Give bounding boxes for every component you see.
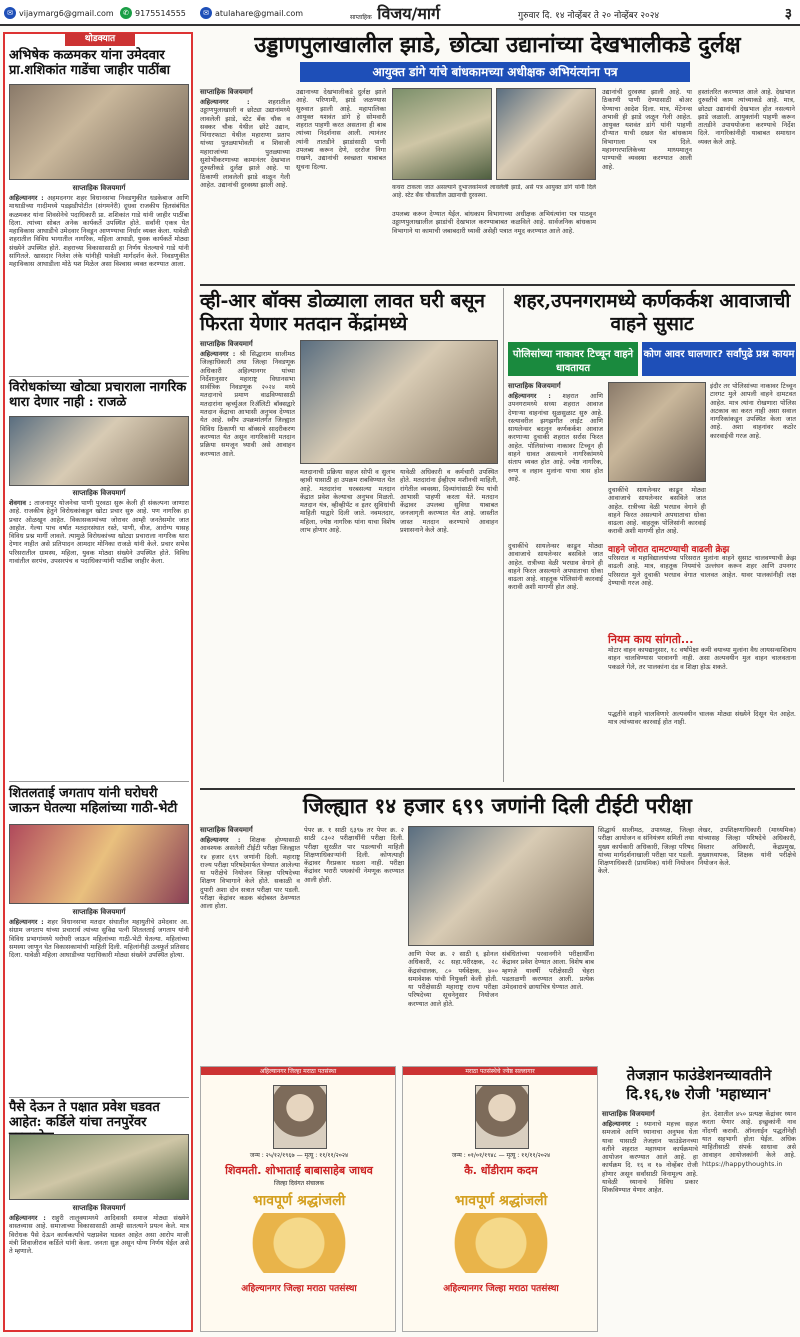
noise-tag-question: कोण आवर घालणार? सर्वांपुढे प्रश्न कायम [642,342,796,376]
story3-body: अहिल्यानगर : शहर विधानसभा मतदार संघातील महायुतीचे उमेदवार आ. संग्राम जगताप यांच्या प्रचारार्थ त्यांच्या सुविद्य पत्नी शितलताई जगताप यांनी विविध प्रभागांमध्ये घरोघरी जाऊन महिलांच्या गाठी-भेटी घेतल्या. महिलांच्या समस्या जाणून घेत विकासकामांची माहिती दिली. महिलांनीही उत्स्फूर्त प्रतिसाद दिला. यावेळी महिला आघाडीच्या पदाधिकारी मोठ्या संख्येने उपस्थित होत्या. [9,918,189,960]
ad-tribute: भावपूर्ण श्रद्धांजली [252,1193,346,1209]
tet-body1: अहिल्यानगर : शिक्षक होण्यासाठी आवश्यक असलेली टीईटी परीक्षा जिल्ह्यात १४ हजार ६९९ जणांनी दिली. महाराष्ट्र राज्य परीक्षा परिषदेमार्फत घेण्यात आलेल्या या परीक्षेचे नियोजन जिल्हा परिषदेच्या शिक्षण विभागाने केले होते. सकाळी व दुपारी अशा दोन सत्रात परीक्षा पार पडली. परीक्षा केंद्रांवर कडक बंदोबस्त ठेवण्यात आला होता. [200,836,300,911]
masthead: साप्ताहिक विजय/मार्ग [349,4,441,23]
obituary-ad-2 [402,1066,598,1332]
story3-photo [9,824,189,904]
divider [9,1097,189,1098]
story2-headline: विरोधकांच्या खोट्या प्रचाराला नागरिक थारा देणार नाही : राजळे [9,380,187,410]
divider [200,284,795,286]
vr-headline: व्ही-आर बॉक्स डोळ्याला लावत घरी बसून फिरता येणार मतदान केंद्रांमध्ये [200,290,485,335]
tet-headline: जिल्ह्यात १४ हजार ६९९ जणांनी दिली टीईटी परीक्षा [303,793,692,818]
tet-body4: संबंधितांच्या परवानगीने परीक्षार्थींना केंद्रावर प्रवेश देण्यात आला. विशेष बाब म्हणजे यावर्षी परीक्षेसाठी चेहरा पडताळणी करण्यात आली. प्रत्येक उमेदवाराचे छायाचित्र घेण्यात आले. [502,950,594,992]
lead-headline: उड्डाणपुलाखालील झाडे, छोट्या उद्यानांच्या देखभालीकडे दुर्लक्ष [254,32,741,58]
email-contact: ✉ vijaymarg6@gmail.com [4,7,114,19]
tej-body1: अहिल्यानगर : ध्यानाचे महत्त्व सहज समजावे आणि ध्यानाचा अनुभव घेता यावा यासाठी तेजज्ञान फाउंडेशनच्या वतीने शहरात महाध्यान कार्यक्रमाचे आयोजन करण्यात आले आहे. हा कार्यक्रम दि. १६ व १७ नोव्हेंबर रोजी होणार असून सर्वांसाठी विनामूल्य आहे. यावेळी ध्यानाचे विविध प्रकार शिकविण्यात येणार आहेत. [602,1120,698,1195]
story3-headline: शितलताई जगताप यांनी घरोघरी जाऊन घेतल्या महिलांच्या गाठी-भेटी [9,786,178,816]
diya-icon [221,1213,377,1273]
lead-col2: उद्यानाच्या देखभालीकडे दुर्लक्ष झाले आहे. परिणामी, झाडे जळण्यास सुरुवात झाली आहे. महापालिका आयुक्त यशवंत डांगे हे सोमवारी शहरात पाहणी करत असताना ही बाब त्यांच्या निदर्शनास आली. त्यानंतर त्यांनी तातडीने झाडांसाठी पाणी उपलब्ध करून देणे, दररोज निगा राखणे, उद्यानांची स्वच्छता याबाबत सूचना दिल्या. [296,88,386,171]
noise-side-body: इंदौर तर पोलिसांच्या नाकावर टिच्चून टारगट मुले आपली वाहने दामटवत आहेत. मात्र त्यांना रोखणारा पोलिस अटकाव का करत नाही असा सवाल नागरिकांकडून उपस्थित केला जात आहे. अशा वाहनांवर कठोर कारवाईची गरज आहे. [710,382,796,440]
vr-byline: साप्ताहिक विजयमार्ग [200,340,253,348]
story3-byline: साप्ताहिक विजयमार्ग [72,908,126,916]
story1-photo [9,84,189,180]
noise-box3-body: पद्धतीने वाहने चालविणारे अल्पवयीन चालक मोठ्या संख्येने दिसून येत आहेत. मात्र त्यांच्यावर कारवाई होत नाही. [608,710,796,727]
top-bar [0,0,800,26]
story4-headline: पैसे देऊन ते पक्षात प्रवेश घडवत आहेत: कर्डिले यांचा तनपुरेंवर [9,1100,160,1130]
tet-photo [408,826,594,946]
lead-col4: उद्यानांची दुरवस्था झाली आहे. या ठिकाणी पाणी देण्यासाठी बोअर घेण्याचा आदेश दिला. मात्र, मेंटेनन्स अभावी ही झाडे जळून गेली आहेत. आयुक्त यशवंत डांगे यांनी पाहणी दौऱ्यात याची दखल घेत बांधकाम विभागाला पत्र दिले. महानगरपालिकेच्या माध्यमातून पाण्याची व्यवस्था करण्यात आली आहे. [602,88,692,171]
ad-dates: जन्म : २५/१२/१९६७ — मृत्यू : ११/११/२०२४ [249,1152,349,1159]
vr-photo [300,340,498,464]
obituary-ad-1 [200,1066,396,1332]
lead-col3: उपलब्ध करून देण्यात येईल. बांधकाम विभागाच्या अधीक्षक अभियंत्यांना पत्र पाठवून उड्डाणपुलाखालील झाडांची देखभाल करण्याबाबत कळविले आहे. सार्वजनिक बांधकाम विभागाने या कामाची जबाबदारी घ्यावी असेही पत्रात नमूद करण्यात आले आहे. [392,210,596,235]
email2-contact: ✉ atulahare@gmail.com [200,7,303,19]
diya-icon [423,1213,579,1273]
tej-headline: तेजज्ञान फाउंडेशनच्यावतीने दि.१६,१७ रोजी 'महाध्यान' [626,1066,772,1103]
noise-body2: दुचाकींचे सायलेन्सर काढून मोठ्या आवाजाचे सायलेन्सर बसविले जात आहेत. रात्रीच्या वेळी भरधाव वेगाने ही वाहने फिरत असल्याने अपघाताचा धोका वाढला आहे. वाहतूक पोलिसांनी कारवाई करावी अशी मागणी होत आहे. [608,486,706,536]
ad-org: अहिल्यानगर जिल्हा मराठा पतसंस्था [241,1284,357,1294]
story4-byline: साप्ताहिक विजयमार्ग [72,1204,126,1212]
tej-byline: साप्ताहिक विजयमार्ग [602,1110,655,1118]
ad-org: अहिल्यानगर जिल्हा मराठा पतसंस्था [443,1284,559,1294]
story2-body: शेवगाव : ताजनापुर योजनेचा पाणी पुरवठा सुरू केली ही संकल्पना जाणारा आहे. राजकीय हेतुने विरोधकांकडून खोटा प्रचार सुरु आहे. पण नागरिक हा प्रचार ओळखून आहेत. विकासकामांच्या जोरावर आम्ही जनतेसमोर जात आहोत. गेल्या पाच वर्षात मतदारसंघात रस्ते, पाणी, वीज, आरोग्य यासह विविध प्रश्न मार्गी लावले. त्यामुळे विरोधकांच्या खोट्या प्रचाराला नागरिक थारा देणार नाहीत असे प्रतिपादन आमदार मोनिका राजळे यांनी केले. प्रचार सभेस परिसरातील ग्रामस्थ, महिला, युवक मोठ्या संख्येने उपस्थित होते. विविध गावांतील सरपंच, उपसरपंच व पदाधिकाऱ्यांनी पाठींबा जाहीर केला. [9,499,189,566]
lead-col1: अहिल्यानगर : शहरातील उड्डाणपुलाखाली व छोट्या उद्यानांमध्ये लावलेली झाडे, स्टेट बँक चौक व सक्कर चौक येथील छोटे उद्यान, भिंगारफाटा येथील महाराणा प्रताप यांच्या पुतळ्याभोवती व शिवाजी महाराजांच्या पुतळ्याच्या सुशोभीकरणाच्या कामानंतर देखभाल दुरुस्तीकडे दुर्लक्ष झाले आहे. या ठिकाणी लावलेली झाडे वाळून गेली आहेत. उद्यानांची दुरवस्था झाली आहे. [200,98,290,189]
ad-name: कै. धोंडीराम कदम [464,1164,538,1177]
whatsapp-icon: ✆ [120,7,132,19]
noise-box1-body: परिसरात व महाविद्यालयांच्या परिसरात मुलांना वाहने सुसाट चालवण्याची क्रेझ वाढली आहे. मात्र, वाहतूक नियमांचे उल्लंघन करून शहर आणि उपनगर परिसरात मुले दुचाकी भरधाव वेगात चालवत आहेत. यावर पालकांनीही लक्ष देण्याची गरज आहे. [608,554,796,587]
date-line: गुरुवार दि. १४ नोव्हेंबर ते २० नोव्हेंबर २०२४ [518,11,660,21]
tet-byline: साप्ताहिक विजयमार्ग [200,826,253,834]
divider [9,376,189,377]
divider [200,788,795,790]
lead-photo1 [392,88,492,180]
ad-tribute: भावपूर्ण श्रद्धांजली [454,1193,548,1209]
lead-col5: हस्तांतरित करण्यात आले आहे. देखभाल दुरुस्तीचे काम त्यांच्याकडे आहे. मात्र, छोट्या उद्यानांची देखभाल होत नसल्याने झाडे जळाली. आयुक्तांनी पाहणी करून तातडीने उपाययोजना करण्याचे निर्देश दिले. नागरिकांनीही याबाबत समाधान व्यक्त केले आहे. [698,88,795,146]
obituary-portrait [273,1085,327,1149]
obituary-portrait [475,1085,529,1149]
vr-body3: यावेळी अधिकारी व कर्मचारी उपस्थित होते. मतदारांना ईव्हीएम मशीनची माहिती, रांगेतील व्यवस्था, दिव्यांगांसाठी रॅम्प यांची आभासी पाहणी करता येते. मतदान केंद्रावर उपलब्ध सुविधा याबाबत जनजागृती करण्यात येत आहे. जास्तीत जास्त मतदान करण्याचे आवाहन प्रशासनाने केले आहे. [400,468,498,535]
story4-body: अहिल्यानगर : राहुरी तालुक्यामध्ये आदिवासी समाज मोठ्या संख्येने वास्तव्यास आहे. समाजाच्या विकासासाठी आम्ही सातत्याने प्रयत्न केले. मात्र विरोधक पैसे देऊन कार्यकर्त्यांचे पक्षप्रवेश घडवत आहेत असा आरोप माजी मंत्री शिवाजीराव कर्डिले यांनी केला. जनता सुज्ञ असून योग्य निर्णय घेईल असे ते म्हणाले. [9,1214,189,1256]
divider [9,781,189,782]
vr-body1: अहिल्यानगर : श्री सिद्धाराम सालीमठ जिल्हाधिकारी तथा जिल्हा निवडणूक अधिकारी अहिल्यानगर यांच्या निर्देशानुसार महाराष्ट्र विधानसभा सार्वत्रिक निवडणूक २०२४ मध्ये मतदानाचे प्रमाण वाढविण्यासाठी मतदारांना व्हर्च्युअल रिअ‍ॅलिटी बॉक्सद्वारे मतदान केंद्राचा आभासी अनुभव देण्यात येत आहे. स्वीप उपक्रमांतर्गत जिल्ह्यात विविध ठिकाणी या बॉक्सचे सादरीकरण करण्यात येत असून नागरिकांनी मतदान प्रक्रिया समजून घ्यावी असे आवाहन करण्यात आले. [200,350,295,458]
story1-body: अहिल्यानगर : अहमदनगर शहर विधानसभा निवडणुकीत धडकेबाज आणि माथाडीच्या गादीमध्ये पडझडीपोटीत (संगमनेरी) दूधवा राजकीय हितसंबंधित कळमकर यांना शिवसेनेचे पदाधिकारी प्रा. शशिकांत गाडे यांनी जाहीर पाठींबा दिला. त्यांच्या सोबत अनेक कार्यकर्ते उपस्थित होते. सर्वांनी एकत्र येत महाविकास आघाडीचे उमेदवार निवडून आणण्याचा निर्धार व्यक्त केला. यावेळी शहरातील विविध भागातील नागरिक, महिला आघाडी, युवक कार्यकर्ते मोठ्या संख्येने उपस्थित होते. शहराच्या विकासासाठी हा निर्णय घेतल्याचे गाडे यांनी सांगितले. खासदार निलेश लंके यांनीही यावेळी मार्गदर्शन केले. निवडणुकीत महाविकास आघाडीला मोठे यश मिळेल असा विश्वास व्यक्त करण्यात आला. [9,194,189,269]
vr-body2: मतदानाची प्रक्रिया सहज सोपी व सुलभ व्हावी यासाठी हा उपक्रम राबविण्यात येत आहे. मतदारांना घरबसल्या मतदान केंद्रात प्रवेश केल्याचा अनुभव मिळतो. मतदान यंत्र, व्हीव्हीपॅट व इतर सुविधांची माहिती याद्वारे दिली जाते. नवमतदार, महिला, ज्येष्ठ नागरिक यांना याचा विशेष लाभ होणार आहे. [300,468,395,535]
noise-body3: दुचाकींचे सायलेन्सर काढून मोठ्या आवाजाचे सायलेन्सर बसविले जात आहेत. रात्रीच्या वेळी भरधाव वेगाने ही वाहने फिरत असल्याने अपघाताचा धोका वाढला आहे. वाहतूक पोलिसांनी कारवाई करावी अशी मागणी होत आहे. [508,542,603,592]
email-icon: ✉ [200,7,212,19]
noise-body1: अहिल्यानगर : शहरात आणि उपनगरामध्ये सध्या शहरात आवाज देणाऱ्या वाहनांचा सुळसुळाट सुरु आहे. रस्त्यावरील झगझगीत लाईट आणि सायलेन्सर बदलून कर्णकर्कश आवाज करणाऱ्या दुचाकी शहरात सर्रास फिरत आहेत. पोलिसांच्या नाकावर टिच्चून ही वाहने धावत असल्याने नागरिकांमध्ये संताप व्यक्त होत आहे. ज्येष्ठ नागरिक, रुग्ण व लहान मुलांना याचा त्रास होत आहे. [508,392,603,483]
email-icon: ✉ [4,7,16,19]
lead-photo2 [496,88,596,180]
noise-tag-police: पोलिसांच्या नाकावर टिच्चून वाहने धावतायत [508,342,638,376]
ad-society: मराठा पतसंस्थेचे ज्येष्ठ सल्लागार [403,1067,597,1075]
story4-photo [9,1134,189,1200]
noise-box1-title: वाहने जोरात दामटण्याची वाढली क्रेझ [608,545,730,555]
tet-body2: पेपर क्र. १ साठी ६३९७ तर पेपर क्र. २ साठी ८३०२ परीक्षार्थींनी परीक्षा दिली. परीक्षा सुरळीत पार पडल्याची माहिती शिक्षणाधिकाऱ्यांनी दिली. कोणत्याही केंद्रावर गैरप्रकार घडला नाही. परीक्षा केंद्रांवर भरारी पथकांची नेमणूक करण्यात आली होती. [304,826,404,884]
sidebar [3,32,193,1332]
ad-society: अहिल्यानगर जिल्हा मराठा पतसंस्था [201,1067,395,1075]
noise-box2-body: मोटार वाहन कायद्यानुसार, १८ वर्षांपेक्षा कमी वयाच्या मुलांना वैध लायसन्सशिवाय वाहन चालविण्यास परवानगी नाही. असा अल्पवयीन मुल वाहन चालवताना पकडले गेले, तर पालकांना दंड व शिक्षा होऊ शकते. [608,646,796,671]
noise-box2-title: नियम काय सांगतो... [608,633,694,646]
sidebar-heading: थोडक्यात [65,33,135,46]
noise-byline: साप्ताहिक विजयमार्ग [508,382,561,390]
tet-body6: लेखर, उपशिक्षणाधिकारी (माध्यमिक) यांच्यासह जिल्हा परिषदेचे अधिकारी, विस्तार अधिकारी, केंद्रप्रमुख, मुख्याध्यापक, शिक्षक यांनी परीक्षेचे नियोजन केले. [698,826,796,868]
story2-photo [9,416,189,486]
story2-byline: साप्ताहिक विजयमार्ग [72,489,126,497]
noise-headline: शहर,उपनगरामध्ये कर्णकर्कश आवाजाची वाहने सुसाट [513,290,791,335]
story1-byline: साप्ताहिक विजयमार्ग [72,184,126,192]
noise-photo [608,382,706,482]
tej-body2: हेत. देशातील ४५० प्रत्यक्ष केंद्रांवर ध्यान करता येणार आहे. इच्छुकांनी नाव नोंदणी करावी. ऑनलाईन पद्धतीनेही यात सहभागी होता येईल. अधिक माहितीसाठी संपर्क साधावा असे आवाहन आयोजकांनी केले आहे. https://happythoughts.in [702,1110,796,1168]
lead-byline: साप्ताहिक विजयमार्ग [200,88,253,96]
ad-role: जिल्हा दिवंगत संचालक [273,1180,325,1187]
page-number: ३ [784,6,792,22]
divider [503,288,504,782]
tet-body5: सिद्धार्थ सालीमठ, उपाध्यक्ष, जिल्हा परीक्षा आयोजन व संनियंत्रण समिती तथा मुख्य कार्यकारी अधिकारी, जिल्हा परिषद यांच्या मार्गदर्शनाखाली परीक्षा पार पडली. शिक्षणाधिकारी (प्राथमिक) यांनी नियोजन केले. [598,826,694,876]
story1-headline: अभिषेक कळमकर यांना उमेदवार प्रा.शशिकांत गाडेंचा जाहीर पाठींबा [9,48,170,78]
tet-body3: आणि पेपर क्र. २ साठी ६ झोनल अधिकारी, २८ सहा.परीरक्षक, २८ केंद्रसंचालक, ८० पर्यवेक्षक, ४०० समावेशक यांची नियुक्ती केली होती. या परीक्षेसाठी महाराष्ट्र राज्य परीक्षा परिषदेच्या सूचनेनुसार नियोजन करण्यात आले होते. [408,950,498,1008]
ad-name: शिवमती. शोभाताई बाबासाहेब जाधव [225,1164,373,1177]
lead-subhead-banner: आयुक्त डांगे यांचे बांधकामच्या अधीक्षक अभियंत्यांना पत्र [300,62,690,82]
ad-dates: जन्म : ०१/०१/१९४८ — मृत्यू : ११/११/२०२४ [451,1152,551,1159]
phone-contact: ✆ 9175514555 [120,7,186,19]
lead-caption: कचरा टाकला जात असल्याने दुभाजकांमध्ये लावलेली झाडे, असे पत्र आयुक्त डांगे यांनी दिले आहे. स्टेट बँक चौकातील उद्यानाची दुरवस्था. [392,184,596,200]
